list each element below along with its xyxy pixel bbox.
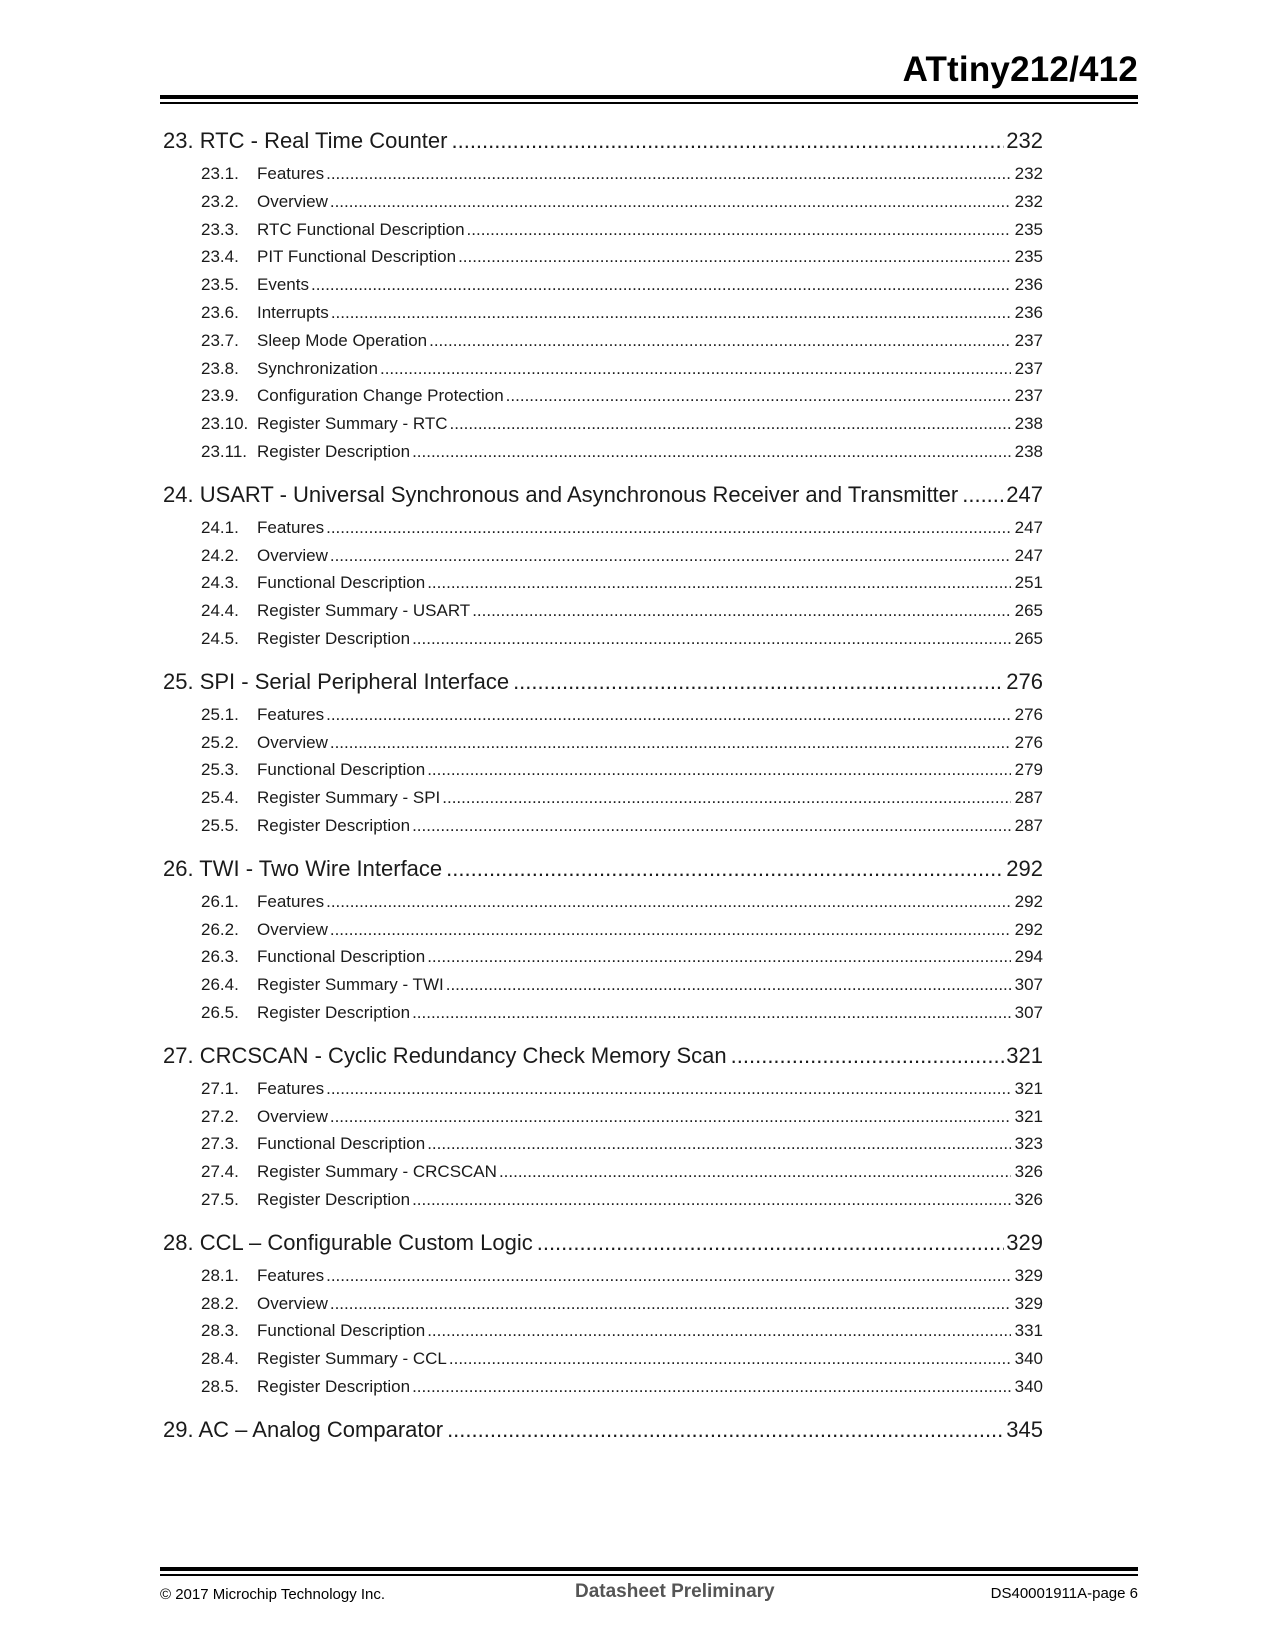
- toc-leader-dots: [449, 1345, 1011, 1373]
- toc-chapter-label: 29. AC – Analog Comparator: [163, 1416, 444, 1442]
- toc-subsection-label: Functional Description: [257, 947, 426, 967]
- toc-chapter-entry[interactable]: [163, 663, 1043, 701]
- toc-subsection-page: 238: [1014, 414, 1043, 434]
- toc-leader-dots: [442, 784, 1011, 812]
- toc-subsection-entry[interactable]: [163, 625, 1043, 653]
- toc-subsection-page: 237: [1014, 358, 1043, 378]
- toc-subsection-page: 235: [1014, 247, 1043, 267]
- toc-subsection-number: 28.3.: [201, 1321, 239, 1341]
- toc-subsection-label: Register Description: [257, 1189, 411, 1209]
- toc-subsection-entry[interactable]: [163, 1373, 1043, 1401]
- toc-leader-dots: [427, 756, 1011, 784]
- toc-leader-dots: [380, 355, 1011, 383]
- toc-leader-dots: [326, 1075, 1011, 1103]
- toc-leader-dots: [331, 299, 1011, 327]
- toc-section: [163, 663, 1043, 840]
- toc-subsection-entry[interactable]: [163, 355, 1043, 383]
- table-of-contents: [163, 122, 1043, 1459]
- toc-subsection-entry[interactable]: [163, 888, 1043, 916]
- toc-subsection-page: 235: [1014, 219, 1043, 239]
- toc-subsection-number: 23.1.: [201, 164, 239, 183]
- toc-subsection-page: 292: [1014, 891, 1043, 911]
- toc-subsection-label: Functional Description: [257, 1321, 426, 1341]
- toc-leader-dots: [311, 271, 1011, 299]
- toc-subsection-label: Features: [257, 704, 325, 724]
- toc-subsection-label: Overview: [257, 191, 328, 211]
- toc-subsection-entry[interactable]: [163, 1262, 1043, 1290]
- toc-subsection-number: 25.5.: [201, 815, 239, 835]
- toc-chapter-page: 321: [1006, 1042, 1043, 1068]
- toc-chapter-entry[interactable]: [163, 122, 1043, 160]
- toc-subsection-entry[interactable]: [163, 1158, 1043, 1186]
- toc-subsection-label: Register Summary - TWI: [257, 975, 444, 995]
- toc-subsection-number: 23.10.: [201, 414, 249, 434]
- toc-subsection-label: Overview: [257, 545, 328, 565]
- toc-subsection-page: 307: [1014, 1002, 1043, 1022]
- toc-subsection-label: Features: [257, 891, 325, 911]
- toc-subsection-page: 276: [1014, 732, 1043, 752]
- toc-subsection-label: Functional Description: [257, 1134, 426, 1154]
- toc-subsection-entry[interactable]: [163, 514, 1043, 542]
- toc-subsection-page: 251: [1014, 573, 1043, 593]
- toc-subsection-entry[interactable]: [163, 382, 1043, 410]
- toc-subsection-entry[interactable]: [163, 327, 1043, 355]
- toc-section: [163, 1224, 1043, 1401]
- toc-chapter-label: 25. SPI - Serial Peripheral Interface: [163, 668, 510, 694]
- toc-chapter-page: 292: [1006, 855, 1043, 881]
- toc-chapter-label: 28. CCL – Configurable Custom Logic: [163, 1229, 533, 1255]
- toc-subsection-number: 23.2.: [201, 191, 239, 211]
- toc-subsection-page: 265: [1014, 628, 1043, 648]
- toc-leader-dots: [467, 216, 1011, 244]
- toc-subsection-label: Overview: [257, 1106, 328, 1126]
- toc-subsection-number: 23.7.: [201, 330, 239, 350]
- toc-leader-dots: [326, 514, 1011, 542]
- footer-rule-secondary: [160, 1574, 1138, 1576]
- toc-chapter-entry[interactable]: [163, 476, 1043, 514]
- toc-subsection-entry[interactable]: [163, 438, 1043, 466]
- toc-chapter-page: 345: [1006, 1416, 1043, 1442]
- toc-subsection-entry[interactable]: [163, 1186, 1043, 1214]
- toc-subsection-number: 28.5.: [201, 1376, 239, 1396]
- toc-chapter-label: 24. USART - Universal Synchronous and Asynchronous Receiver and Transmitter: [163, 481, 959, 507]
- toc-subsection-page: 247: [1014, 517, 1043, 537]
- toc-leader-dots: [458, 243, 1011, 271]
- toc-leader-dots: [326, 160, 1011, 188]
- toc-subsection-page: 340: [1014, 1349, 1043, 1369]
- toc-subsection-number: 27.2.: [201, 1106, 239, 1126]
- toc-subsection-label: Functional Description: [257, 573, 426, 593]
- toc-subsection-number: 23.11.: [201, 441, 248, 461]
- toc-subsection-entry[interactable]: [163, 188, 1043, 216]
- toc-subsection-entry[interactable]: [163, 1317, 1043, 1345]
- toc-subsection-label: Register Description: [257, 815, 411, 835]
- toc-subsection-number: 28.2.: [201, 1293, 239, 1313]
- toc-subsection-entry[interactable]: [163, 1345, 1043, 1373]
- toc-subsection-entry[interactable]: [163, 299, 1043, 327]
- toc-subsection-entry[interactable]: [163, 971, 1043, 999]
- toc-subsection-number: 25.4.: [201, 788, 239, 808]
- toc-leader-dots: [451, 122, 1004, 160]
- toc-subsection-page: 287: [1014, 815, 1043, 835]
- toc-chapter-page: 232: [1006, 128, 1043, 153]
- toc-subsection-entry[interactable]: [163, 701, 1043, 729]
- toc-subsection-entry[interactable]: [163, 597, 1043, 625]
- toc-section: [163, 1037, 1043, 1214]
- toc-subsection-page: 292: [1014, 919, 1043, 939]
- toc-subsection-number: 26.5.: [201, 1002, 239, 1022]
- toc-subsection-entry[interactable]: [163, 1130, 1043, 1158]
- toc-subsection-label: Register Summary - SPI: [257, 788, 441, 808]
- toc-subsection-label: Overview: [257, 1293, 328, 1313]
- toc-subsection-number: 24.3.: [201, 573, 239, 593]
- toc-subsection-page: 232: [1014, 164, 1043, 183]
- toc-subsection-entry[interactable]: [163, 542, 1043, 570]
- toc-leader-dots: [537, 1224, 1005, 1262]
- toc-leader-dots: [412, 1186, 1011, 1214]
- toc-subsection-label: Register Description: [257, 441, 411, 461]
- footer-status: Datasheet Preliminary: [575, 1581, 775, 1602]
- toc-subsection-page: 326: [1014, 1189, 1043, 1209]
- toc-leader-dots: [330, 188, 1011, 216]
- toc-subsection-page: 265: [1014, 601, 1043, 621]
- toc-subsection-number: 27.3.: [201, 1134, 239, 1154]
- toc-subsection-label: Features: [257, 164, 325, 183]
- toc-subsection-number: 23.6.: [201, 302, 239, 322]
- toc-subsection-page: 329: [1014, 1293, 1043, 1313]
- toc-subsection-number: 23.8.: [201, 358, 239, 378]
- toc-subsection-number: 27.5.: [201, 1189, 239, 1209]
- toc-subsection-page: 237: [1014, 330, 1043, 350]
- header-rule-secondary: [160, 102, 1138, 104]
- toc-subsection-label: RTC Functional Description: [257, 219, 465, 239]
- toc-section: [163, 850, 1043, 1027]
- toc-subsection-page: 276: [1014, 704, 1043, 724]
- toc-subsection-number: 26.3.: [201, 947, 239, 967]
- toc-subsection-entry[interactable]: [163, 410, 1043, 438]
- toc-subsection-label: Register Description: [257, 1376, 411, 1396]
- toc-subsection-page: 321: [1014, 1106, 1043, 1126]
- toc-leader-dots: [499, 1158, 1011, 1186]
- toc-chapter-entry[interactable]: [163, 850, 1043, 888]
- toc-chapter-page: 276: [1006, 668, 1043, 694]
- toc-subsection-number: 26.1.: [201, 891, 239, 911]
- toc-subsection-label: PIT Functional Description: [257, 247, 457, 267]
- toc-subsection-label: Register Summary - CRCSCAN: [257, 1162, 497, 1182]
- toc-subsection-entry[interactable]: [163, 729, 1043, 757]
- toc-subsection-page: 323: [1014, 1134, 1043, 1154]
- toc-subsection-entry[interactable]: [163, 812, 1043, 840]
- toc-chapter-entry[interactable]: [163, 1037, 1043, 1075]
- toc-chapter-label: 27. CRCSCAN - Cyclic Redundancy Check Memory Scan: [163, 1042, 727, 1068]
- toc-subsection-label: Register Summary - USART: [257, 601, 471, 621]
- toc-subsection-number: 27.1.: [201, 1078, 239, 1098]
- footer-rule: [160, 1567, 1138, 1571]
- toc-subsection-number: 23.5.: [201, 275, 239, 295]
- toc-chapter-label: 26. TWI - Two Wire Interface: [163, 855, 443, 881]
- toc-subsection-entry[interactable]: [163, 1075, 1043, 1103]
- toc-subsection-entry[interactable]: [163, 784, 1043, 812]
- toc-leader-dots: [447, 1411, 1004, 1449]
- toc-subsection-label: Configuration Change Protection: [257, 386, 504, 406]
- toc-subsection-page: 236: [1014, 302, 1043, 322]
- toc-subsection-label: Sleep Mode Operation: [257, 330, 428, 350]
- toc-subsection-entry[interactable]: [163, 999, 1043, 1027]
- toc-subsection-page: 294: [1014, 947, 1043, 967]
- toc-chapter-page: 329: [1006, 1229, 1043, 1255]
- toc-subsection-number: 25.2.: [201, 732, 239, 752]
- toc-section: [163, 1411, 1043, 1449]
- toc-leader-dots: [427, 943, 1011, 971]
- toc-subsection-page: 237: [1014, 386, 1043, 406]
- toc-subsection-entry[interactable]: [163, 1103, 1043, 1131]
- toc-subsection-entry[interactable]: [163, 916, 1043, 944]
- toc-leader-dots: [506, 382, 1011, 410]
- toc-subsection-label: Register Description: [257, 628, 411, 648]
- toc-subsection-number: 23.9.: [201, 386, 239, 406]
- toc-subsection-entry[interactable]: [163, 943, 1043, 971]
- footer-copyright: © 2017 Microchip Technology Inc.: [160, 1586, 386, 1603]
- toc-subsection-label: Features: [257, 517, 325, 537]
- toc-leader-dots: [427, 1317, 1011, 1345]
- toc-subsection-number: 25.3.: [201, 760, 239, 780]
- toc-subsection-page: 321: [1014, 1078, 1043, 1098]
- toc-leader-dots: [472, 597, 1011, 625]
- toc-leader-dots: [412, 999, 1011, 1027]
- toc-subsection-label: Register Summary - RTC: [257, 414, 448, 434]
- toc-subsection-label: Register Summary - CCL: [257, 1349, 447, 1369]
- toc-subsection-label: Overview: [257, 732, 328, 752]
- toc-leader-dots: [330, 916, 1011, 944]
- toc-leader-dots: [427, 1130, 1011, 1158]
- toc-leader-dots: [326, 1262, 1011, 1290]
- toc-subsection-entry[interactable]: [163, 160, 1043, 188]
- toc-subsection-entry[interactable]: [163, 756, 1043, 784]
- toc-subsection-label: Interrupts: [257, 302, 329, 322]
- toc-subsection-number: 28.1.: [201, 1265, 239, 1285]
- toc-subsection-page: 331: [1014, 1321, 1043, 1341]
- toc-subsection-label: Register Description: [257, 1002, 411, 1022]
- toc-leader-dots: [412, 625, 1011, 653]
- toc-section: [163, 476, 1043, 653]
- toc-subsection-page: 236: [1014, 275, 1043, 295]
- toc-subsection-page: 287: [1014, 788, 1043, 808]
- document-title: ATtiny212/412: [902, 50, 1138, 89]
- toc-subsection-entry[interactable]: [163, 569, 1043, 597]
- toc-subsection-entry[interactable]: [163, 271, 1043, 299]
- header-rule: [160, 95, 1138, 99]
- toc-subsection-page: 232: [1014, 191, 1043, 211]
- toc-subsection-number: 26.2.: [201, 919, 239, 939]
- toc-subsection-label: Features: [257, 1078, 325, 1098]
- toc-chapter-label: 23. RTC - Real Time Counter: [163, 128, 448, 153]
- toc-subsection-page: 329: [1014, 1265, 1043, 1285]
- toc-subsection-number: 23.4.: [201, 247, 239, 267]
- footer-doc-ref: DS40001911A-page 6: [990, 1585, 1138, 1602]
- toc-leader-dots: [412, 1373, 1011, 1401]
- toc-subsection-label: Events: [257, 275, 309, 295]
- toc-section: [163, 122, 1043, 466]
- toc-leader-dots: [450, 410, 1012, 438]
- toc-leader-dots: [446, 971, 1011, 999]
- toc-subsection-number: 28.4.: [201, 1349, 239, 1369]
- toc-subsection-number: 24.5.: [201, 628, 239, 648]
- toc-leader-dots: [731, 1037, 1005, 1075]
- toc-subsection-label: Synchronization: [257, 358, 378, 378]
- toc-leader-dots: [513, 663, 1004, 701]
- toc-subsection-label: Features: [257, 1265, 325, 1285]
- toc-leader-dots: [330, 1290, 1011, 1318]
- toc-chapter-entry[interactable]: [163, 1224, 1043, 1262]
- toc-subsection-number: 27.4.: [201, 1162, 239, 1182]
- toc-chapter-entry[interactable]: [163, 1411, 1043, 1449]
- toc-subsection-number: 24.1.: [201, 517, 239, 537]
- toc-subsection-page: 307: [1014, 975, 1043, 995]
- toc-leader-dots: [326, 701, 1011, 729]
- toc-subsection-page: 340: [1014, 1376, 1043, 1396]
- toc-leader-dots: [330, 729, 1011, 757]
- toc-leader-dots: [330, 542, 1011, 570]
- toc-subsection-page: 326: [1014, 1162, 1043, 1182]
- toc-subsection-entry[interactable]: [163, 243, 1043, 271]
- toc-leader-dots: [412, 438, 1011, 466]
- toc-subsection-number: 24.2.: [201, 545, 239, 565]
- toc-subsection-page: 279: [1014, 760, 1043, 780]
- toc-subsection-page: 247: [1014, 545, 1043, 565]
- toc-subsection-number: 24.4.: [201, 601, 239, 621]
- toc-subsection-label: Functional Description: [257, 760, 426, 780]
- toc-subsection-label: Overview: [257, 919, 328, 939]
- toc-subsection-entry[interactable]: [163, 216, 1043, 244]
- toc-subsection-number: 25.1.: [201, 704, 239, 724]
- toc-subsection-number: 26.4.: [201, 975, 239, 995]
- toc-chapter-page: 247: [1006, 481, 1043, 507]
- toc-leader-dots: [412, 812, 1011, 840]
- toc-leader-dots: [326, 888, 1011, 916]
- toc-leader-dots: [962, 476, 1004, 514]
- toc-leader-dots: [427, 569, 1011, 597]
- toc-leader-dots: [330, 1103, 1011, 1131]
- toc-leader-dots: [429, 327, 1011, 355]
- toc-leader-dots: [446, 850, 1004, 888]
- toc-subsection-number: 23.3.: [201, 219, 239, 239]
- toc-subsection-entry[interactable]: [163, 1290, 1043, 1318]
- toc-subsection-page: 238: [1014, 441, 1043, 461]
